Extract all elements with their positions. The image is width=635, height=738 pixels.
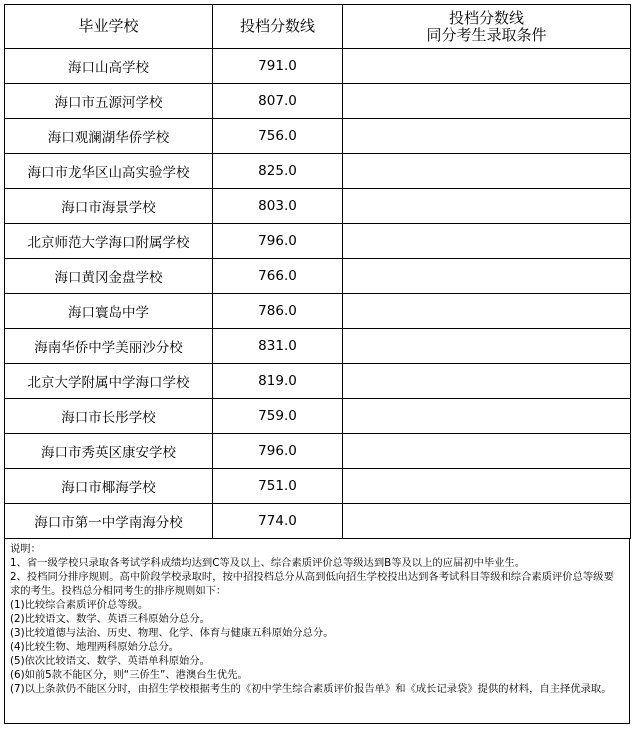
score-cell: 759.0: [213, 399, 343, 434]
table-row: [5, 119, 631, 154]
note-line: (2)比较语文、数学、英语三科原始分总分。: [10, 613, 210, 625]
score-cell: 774.0: [213, 504, 343, 539]
table-row: [5, 399, 631, 434]
school-cell: 海口市长彤学校: [5, 399, 213, 434]
school-cell: 海口市椰海学校: [5, 469, 213, 504]
header-school: 毕业学校: [5, 5, 213, 49]
condition-cell: [343, 84, 631, 119]
table-row: [5, 329, 631, 364]
header-score: 投档分数线: [213, 5, 343, 49]
score-cell: 791.0: [213, 49, 343, 84]
school-cell: 海口市五源河学校: [5, 84, 213, 119]
table-row: [5, 224, 631, 259]
note-line: 1、省一级学校只录取各考试学科成绩均达到C等及以上、综合素质评价总等级达到B等及以上的应届初中毕业生。: [10, 557, 526, 569]
condition-cell: [343, 329, 631, 364]
condition-cell: [343, 434, 631, 469]
condition-cell: [343, 399, 631, 434]
school-cell: 海南华侨中学美丽沙分校: [5, 329, 213, 364]
score-cell: 786.0: [213, 294, 343, 329]
school-cell: 海口寰岛中学: [5, 294, 213, 329]
header-condition-line1: 投档分数线: [448, 8, 524, 27]
note-line: (6)如前5款不能区分，则“三侨生”、港澳台生优先。: [10, 669, 248, 681]
score-cell: 796.0: [213, 224, 343, 259]
condition-cell: [343, 189, 631, 224]
condition-cell: [343, 119, 631, 154]
table-row: [5, 504, 631, 539]
admission-score-table: [4, 4, 631, 539]
header-condition: [343, 5, 631, 49]
table-header-row: [5, 5, 631, 49]
school-cell: 海口山高学校: [5, 49, 213, 84]
note-line: 2、投档同分排序规则。高中阶段学校录取时，按中招投档总分从高到低向招生学校投出达到各考试科目等级和综合素质评价总等级要求的考生。投档总分相同考生的排序规则如下：: [10, 571, 614, 597]
score-cell: 819.0: [213, 364, 343, 399]
score-cell: 803.0: [213, 189, 343, 224]
table-row: [5, 434, 631, 469]
school-cell: 北京师范大学海口附属学校: [5, 224, 213, 259]
table-row: [5, 364, 631, 399]
condition-cell: [343, 49, 631, 84]
note-line: (5)依次比较语文、数学、英语单科原始分。: [10, 655, 210, 667]
note-line: (3)比较道德与法治、历史、物理、化学、体育与健康五科原始分总分。: [10, 627, 334, 639]
score-cell: 807.0: [213, 84, 343, 119]
note-line: (4)比较生物、地理两科原始分总分。: [10, 641, 180, 653]
condition-cell: [343, 294, 631, 329]
table-row: [5, 189, 631, 224]
school-cell: 海口市海景学校: [5, 189, 213, 224]
score-cell: 831.0: [213, 329, 343, 364]
header-condition-line2: 同分考生录取条件: [426, 25, 547, 44]
table-body: [5, 49, 631, 539]
table-row: [5, 469, 631, 504]
score-cell: 751.0: [213, 469, 343, 504]
score-cell: 825.0: [213, 154, 343, 189]
condition-cell: [343, 364, 631, 399]
condition-cell: [343, 259, 631, 294]
school-cell: 海口市龙华区山高实验学校: [5, 154, 213, 189]
school-cell: 海口市秀英区康安学校: [5, 434, 213, 469]
admission-document: [4, 4, 630, 724]
condition-cell: [343, 469, 631, 504]
note-line: (1)比较综合素质评价总等级。: [10, 599, 149, 611]
score-cell: 766.0: [213, 259, 343, 294]
table-row: [5, 294, 631, 329]
note-line: (7)以上条款仍不能区分时，由招生学校根据考生的《初中学生综合素质评价报告单》和《成长记录袋》提供的材料，自主择优录取。: [10, 683, 612, 695]
score-cell: 756.0: [213, 119, 343, 154]
school-cell: 海口市第一中学南海分校: [5, 504, 213, 539]
notes-title: 说明：: [10, 543, 41, 555]
score-cell: 796.0: [213, 434, 343, 469]
school-cell: 北京大学附属中学海口学校: [5, 364, 213, 399]
notes-section: [4, 539, 630, 724]
school-cell: 海口黄冈金盘学校: [5, 259, 213, 294]
condition-cell: [343, 154, 631, 189]
school-cell: 海口观澜湖华侨学校: [5, 119, 213, 154]
table-row: [5, 49, 631, 84]
condition-cell: [343, 224, 631, 259]
condition-cell: [343, 504, 631, 539]
table-row: [5, 84, 631, 119]
table-row: [5, 154, 631, 189]
table-row: [5, 259, 631, 294]
